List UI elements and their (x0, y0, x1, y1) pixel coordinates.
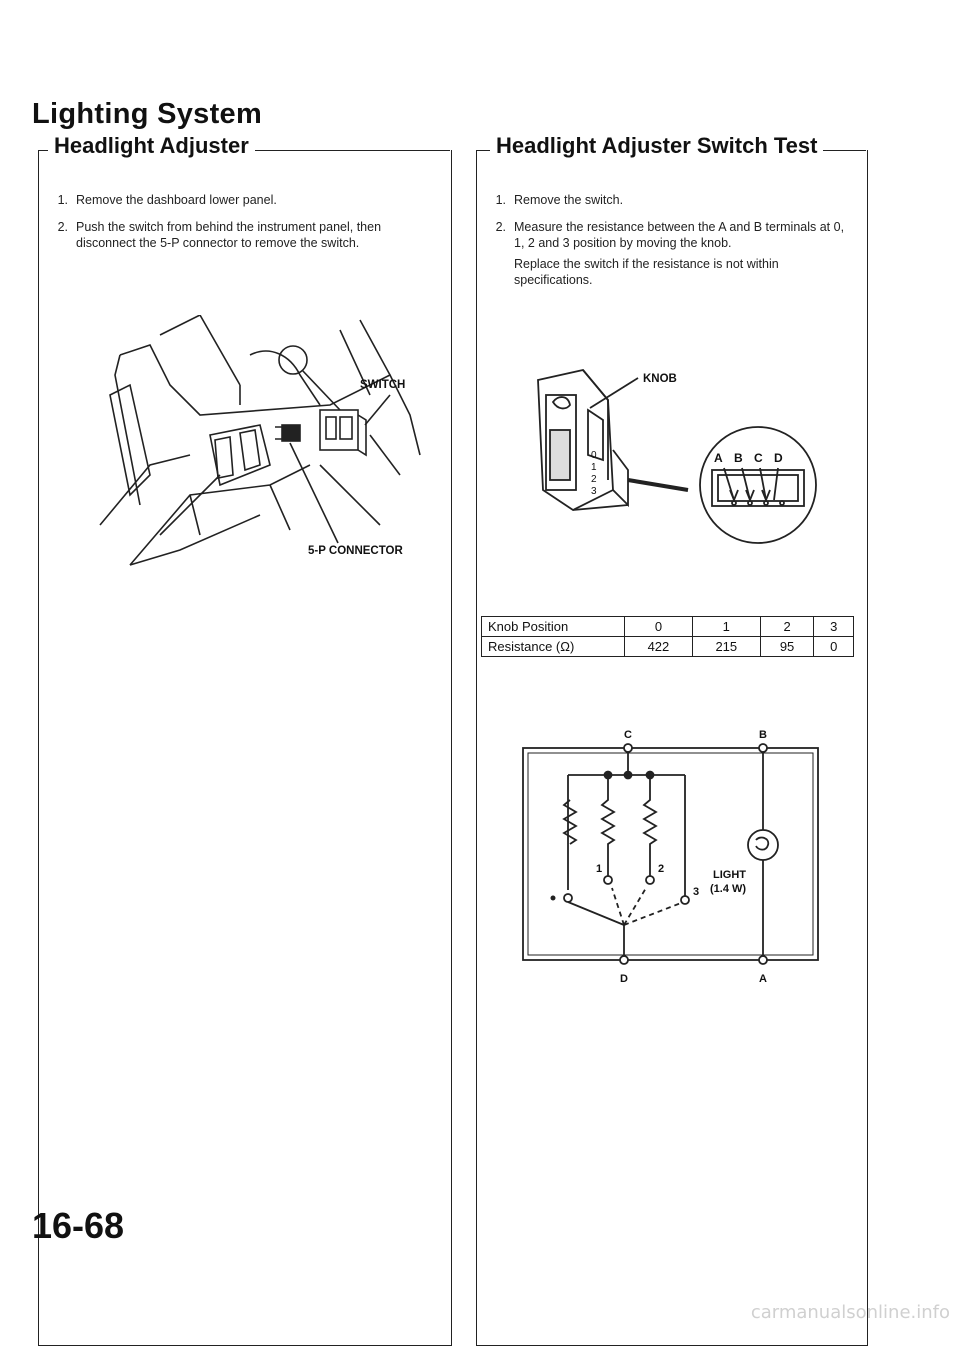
switch-label: SWITCH (360, 379, 406, 391)
left-steps (50, 192, 438, 262)
step-text: Remove the dashboard lower panel. (76, 193, 277, 207)
watermark: carmanualsonline.info (750, 1302, 950, 1323)
resistance-spec-table (481, 616, 854, 657)
step-text: Push the switch from behind the instrument panel, then disconnect the 5-P connector to remove the switch. (76, 219, 382, 250)
terminal-a: A (759, 973, 767, 985)
terminal-c: C (624, 729, 632, 741)
switch-knob-illustration (528, 360, 828, 550)
table-row (482, 637, 854, 657)
table-cell: 0 (625, 617, 693, 637)
light-label: LIGHT (713, 869, 746, 881)
table-cell: 422 (625, 637, 693, 657)
step-number: 2. (57, 219, 68, 234)
table-cell: 215 (692, 637, 760, 657)
knob-label: KNOB (643, 373, 677, 385)
left-step-1 (50, 192, 438, 209)
connector-label: 5-P CONNECTOR (308, 545, 403, 557)
table-cell: 1 (692, 617, 760, 637)
knob-position-0: 0 (591, 450, 597, 461)
row-header: Knob Position (482, 617, 625, 637)
step-number: 2. (495, 219, 506, 234)
step-text: Remove the switch. (514, 193, 624, 207)
table-cell: 95 (760, 637, 814, 657)
table-cell: 0 (814, 637, 854, 657)
table-cell: 2 (760, 617, 814, 637)
right-step-2 (488, 219, 854, 289)
table-row (482, 617, 854, 637)
right-heading: Headlight Adjuster Switch Test (490, 133, 823, 159)
page-title: Lighting System (32, 98, 263, 130)
left-step-2 (50, 219, 438, 252)
left-heading: Headlight Adjuster (48, 133, 255, 159)
page-number: 16-68 (32, 1205, 125, 1246)
position-3-label: 3 (693, 886, 700, 898)
right-step-1 (488, 192, 854, 209)
table-cell: 3 (814, 617, 854, 637)
terminal-d-label: D (774, 451, 783, 465)
step-text: Replace the switch if the resistance is not within specifications. (514, 256, 779, 287)
knob-position-2: 2 (591, 474, 597, 485)
switch-circuit-schematic (520, 720, 830, 990)
position-1-label: 1 (596, 863, 603, 875)
position-2-label: 2 (658, 863, 665, 875)
knob-position-1: 1 (591, 462, 597, 473)
terminal-d: D (620, 973, 628, 985)
terminal-b: B (759, 729, 767, 741)
step-text: Measure the resistance between the A and B terminals at 0, 1, 2 and 3 position by moving the knob. (514, 219, 845, 250)
right-steps (488, 192, 854, 299)
step-number: 1. (57, 193, 68, 207)
step-number: 1. (495, 193, 506, 207)
knob-position-3: 3 (591, 486, 597, 497)
terminal-c-label: C (754, 451, 763, 465)
terminal-a-label: A (714, 451, 723, 465)
terminal-b-label: B (734, 451, 743, 465)
row-header: Resistance (Ω) (482, 637, 625, 657)
dashboard-switch-illustration (90, 315, 430, 580)
light-rating: (1.4 W) (710, 883, 747, 895)
